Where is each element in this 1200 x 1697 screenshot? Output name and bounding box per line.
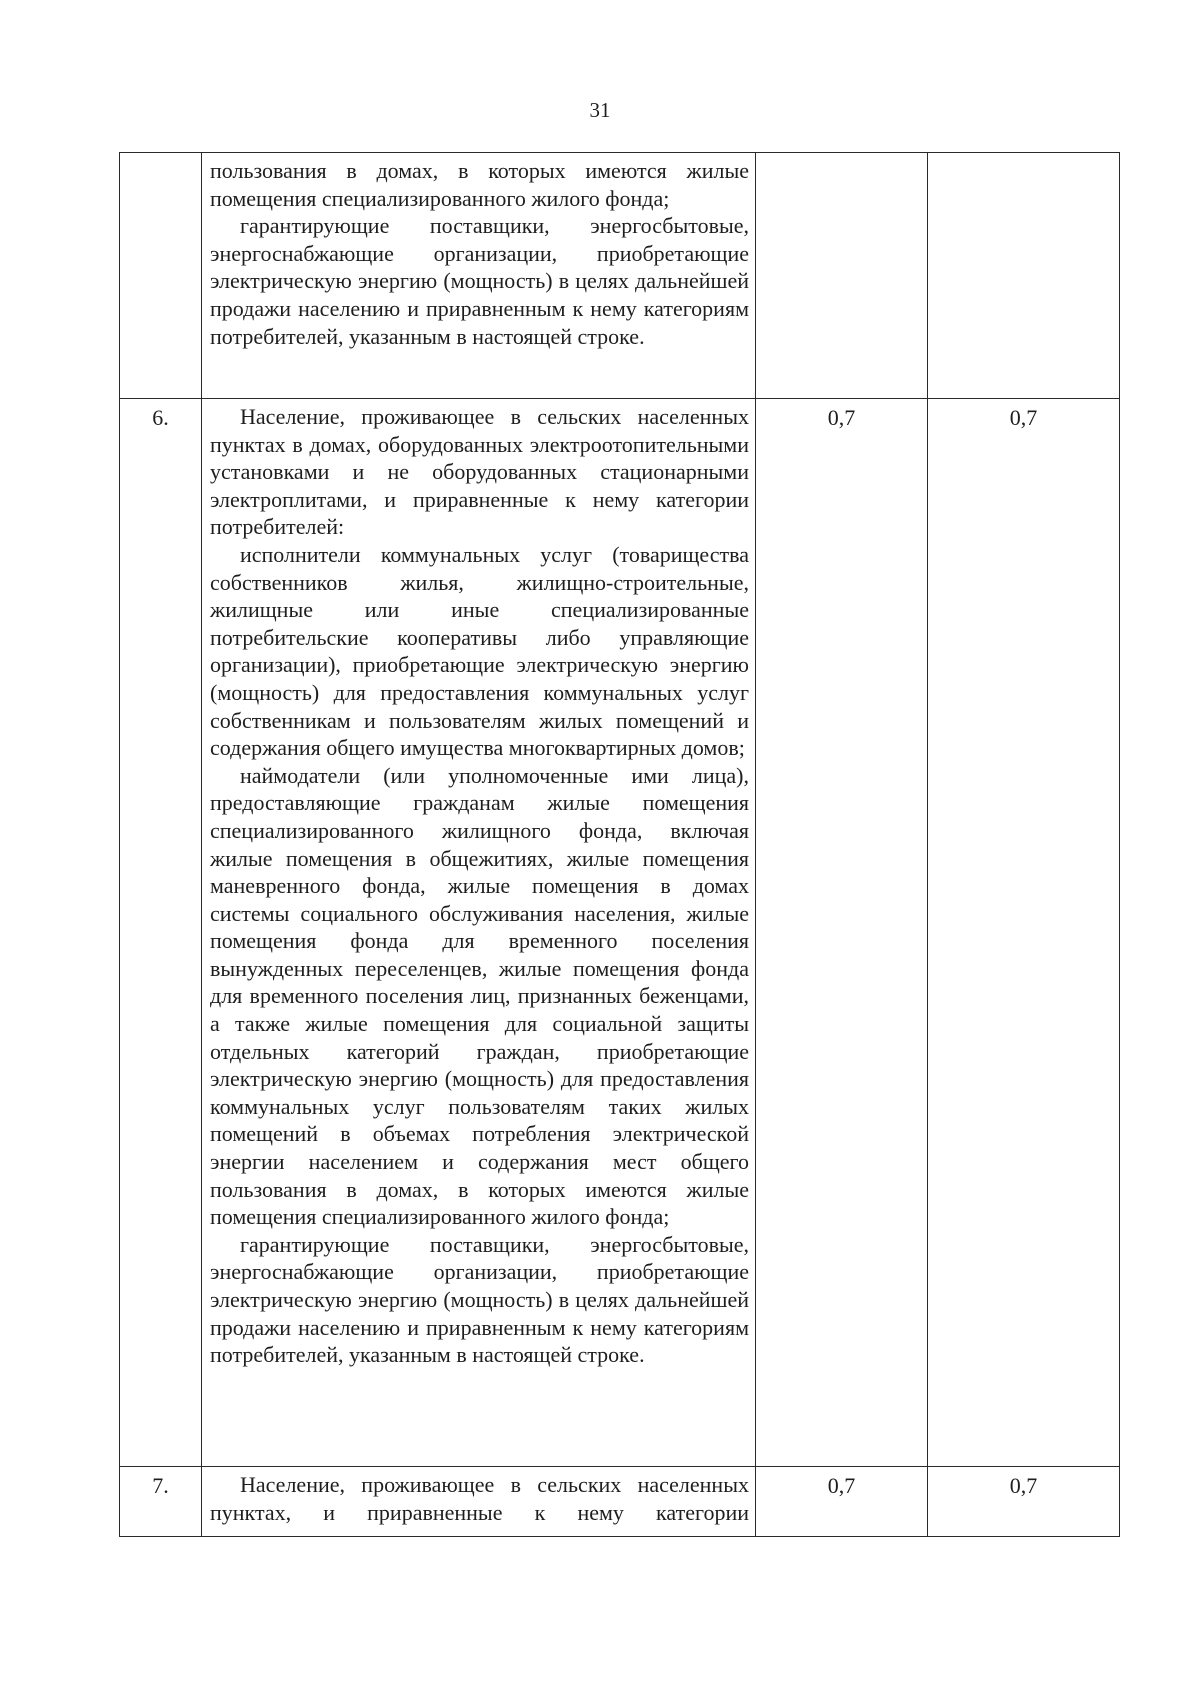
paragraph: гарантирующие поставщики, энергосбытовые, энергоснабжающие организации, приобретающие электрическую энергию (мощность) в целях дальнейшей продажи населению и приравненным к нему категориям потребителей, указанным в настоящей строке. xyxy=(210,1231,749,1368)
paragraph: пользования в домах, в которых имеются жилые помещения специализированного жилого фонда; xyxy=(210,158,749,211)
table-row xyxy=(120,153,1120,399)
paragraph: Население, проживающее в сельских населенных пунктах в домах, оборудованных электроотопительными установками и не оборудованных стационарными электроплитами, и приравненные к нему категории потребителей: xyxy=(210,404,749,540)
paragraph: исполнители коммунальных услуг (товарищества собственников жилья, жилищно-строительные, жилищные или иные специализированные потребительские кооперативы либо управляющие организации), приобретающие электрическую энергию (мощность) для предоставления коммунальных услуг собственникам и пользователям жилых помещений и содержания общего имущества многоквартирных домов; xyxy=(210,541,749,761)
paragraph: наймодатели (или уполномоченные ими лица), предоставляющие гражданам жилые помещения специализированного жилищного фонда, включая жилые помещения в общежитиях, жилые помещения маневренного фонда, жилые помещения в домах системы социального обслуживания населения, жилые помещения фонда для временного поселения вынужденных переселенцев, жилые помещения фонда для временного поселения лиц, признанных беженцами, а также жилые помещения для социальной защиты отдельных категорий граждан, приобретающие электрическую энергию (мощность) для предоставления коммунальных услуг пользователям таких жилых помещений в объемах потребления электрической энергии населением и содержания мест общего пользования в домах, в которых имеются жилые помещения специализированного жилого фонда; xyxy=(210,762,749,1230)
row-number-cell: 7. xyxy=(120,1467,202,1537)
row-description-cell xyxy=(202,1467,756,1537)
value-cell-1: 0,7 xyxy=(756,399,928,1467)
paragraph: гарантирующие поставщики, энергосбытовые, энергоснабжающие организации, приобретающие электрическую энергию (мощность) в целях дальнейшей продажи населению и приравненным к нему категориям потребителей, указанным в настоящей строке. xyxy=(210,213,749,349)
value-cell-2 xyxy=(928,153,1120,399)
row-description-cell xyxy=(202,399,756,1467)
row-number-cell: 6. xyxy=(120,399,202,1467)
value-cell-1 xyxy=(756,153,928,399)
row-description-cell xyxy=(202,153,756,399)
value-cell-1: 0,7 xyxy=(756,1467,928,1537)
row-number-cell xyxy=(120,153,202,399)
table-row xyxy=(120,1467,1120,1537)
paragraph: Население, проживающее в сельских населенных пунктах, и приравненные к нему категории xyxy=(210,1472,749,1525)
value-cell-2: 0,7 xyxy=(928,1467,1120,1537)
tariff-table xyxy=(119,152,1120,1537)
page-number: 31 xyxy=(589,98,611,122)
value-cell-2: 0,7 xyxy=(928,399,1120,1467)
table-row xyxy=(120,399,1120,1467)
